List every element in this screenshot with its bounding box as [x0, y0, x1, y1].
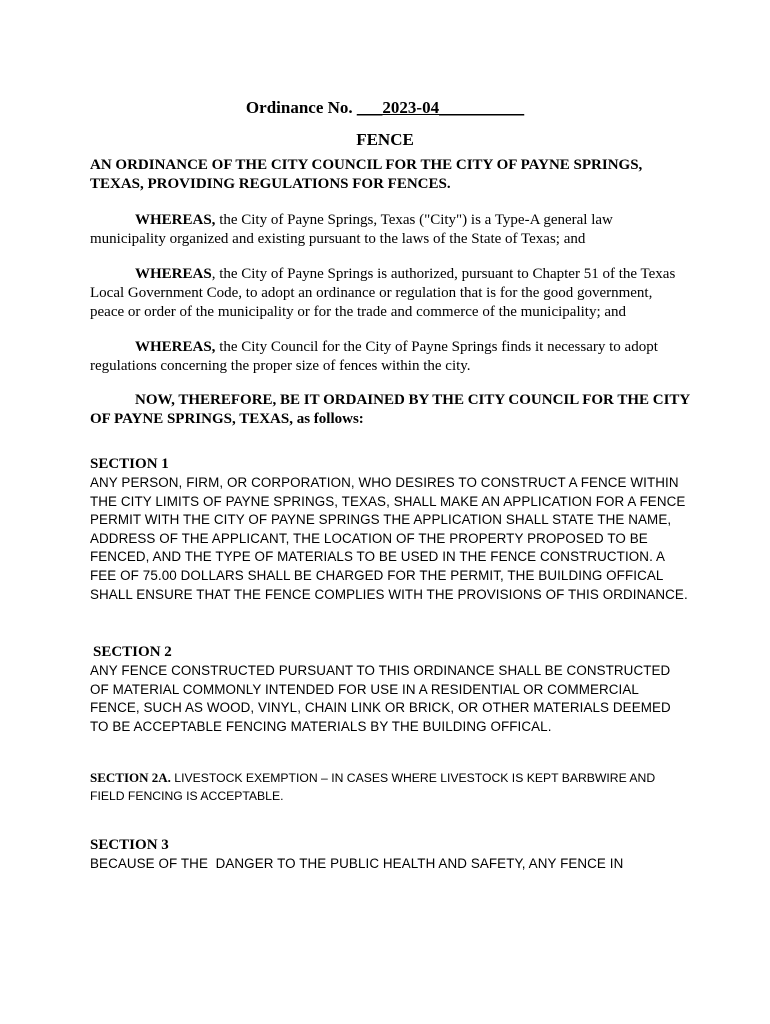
section-body: LIVESTOCK EXEMPTION – IN CASES WHERE LIVESTOCK IS KEPT BARBWIRE AND FIELD FENCING IS ACCEPTABLE. [90, 771, 656, 803]
section-heading: SECTION 3 [90, 837, 169, 853]
whereas-text: , the City of Payne Springs is authorized, pursuant to Chapter 51 of the Texas Local Government Code, to adopt an ordinance or regulation that is for the good government, peace or order of the municipality or for the trade and commerce of the municipality; and [90, 266, 676, 320]
section-heading: SECTION 2A. [90, 770, 171, 785]
whereas-text: the City Council for the City of Payne Springs finds it necessary to adopt regulations concerning the proper size of fences within the city. [90, 339, 658, 374]
whereas-lead: WHEREAS, [135, 339, 216, 355]
whereas-clause-3 [90, 338, 690, 376]
section-2a [90, 769, 690, 805]
ordinance-title [0, 97, 770, 119]
whereas-clause-2 [90, 265, 690, 322]
section-body: BECAUSE OF THE DANGER TO THE PUBLIC HEALTH AND SAFETY, ANY FENCE IN [90, 856, 624, 871]
whereas-lead: WHEREAS [135, 266, 212, 282]
section-1 [90, 455, 690, 604]
ordained-clause: NOW, THEREFORE, BE IT ORDAINED BY THE CITY COUNCIL FOR THE CITY OF PAYNE SPRINGS, TEXAS, as follows: [90, 392, 690, 427]
section-heading: SECTION 2 [93, 644, 172, 660]
ordinance-number: 2023-04 [382, 98, 440, 117]
section-2 [90, 643, 690, 736]
whereas-clause-1 [90, 211, 690, 249]
whereas-text: the City of Payne Springs, Texas ("City") is a Type-A general law municipality organized and existing pursuant to the laws of the State of Texas; and [90, 212, 613, 247]
section-3 [90, 836, 690, 874]
section-body: ANY FENCE CONSTRUCTED PURSUANT TO THIS ORDINANCE SHALL BE CONSTRUCTED OF MATERIAL COMMONLY INTENDED FOR USE IN A RESIDENTIAL OR COMMERCIAL FENCE, SUCH AS WOOD, VINYL, CHAIN LINK OR BRICK, OR OTHER MATERIALS DEEMED TO BE ACCEPTABLE FENCING MATERIALS BY THE BUILDING OFFICAL. [90, 663, 671, 734]
ordinance-subtitle: FENCE [356, 130, 414, 149]
whereas-lead: WHEREAS, [135, 212, 216, 228]
ordinance-label: Ordinance No. [245, 98, 353, 117]
section-body: ANY PERSON, FIRM, OR CORPORATION, WHO DESIRES TO CONSTRUCT A FENCE WITHIN THE CITY LIMITS OF PAYNE SPRINGS, TEXAS, SHALL MAKE AN APPLICATION FOR A FENCE PERMIT WITH THE CITY OF PAYNE SPRINGS THE APPLICATION SHALL STATE THE NAME, ADDRESS OF THE APPLICANT, THE LOCATION OF THE PROPERTY PROPOSED TO BE FENCED, AND THE TYPE OF MATERIALS TO BE USED IN THE FENCE CONSTRUCTION. A FEE OF 75.00 DOLLARS SHALL BE CHARGED FOR THE PERMIT, THE BUILDING OFFICAL SHALL ENSURE THAT THE FENCE COMPLIES WITH THE PROVISIONS OF THIS ORDINANCE. [90, 475, 688, 602]
ordinance-caption: AN ORDINANCE OF THE CITY COUNCIL FOR THE CITY OF PAYNE SPRINGS, TEXAS, PROVIDING REGULATIONS FOR FENCES. [90, 157, 643, 192]
ordinance-number-field: ___2023-04__________ [356, 98, 525, 117]
section-heading: SECTION 1 [90, 456, 169, 472]
